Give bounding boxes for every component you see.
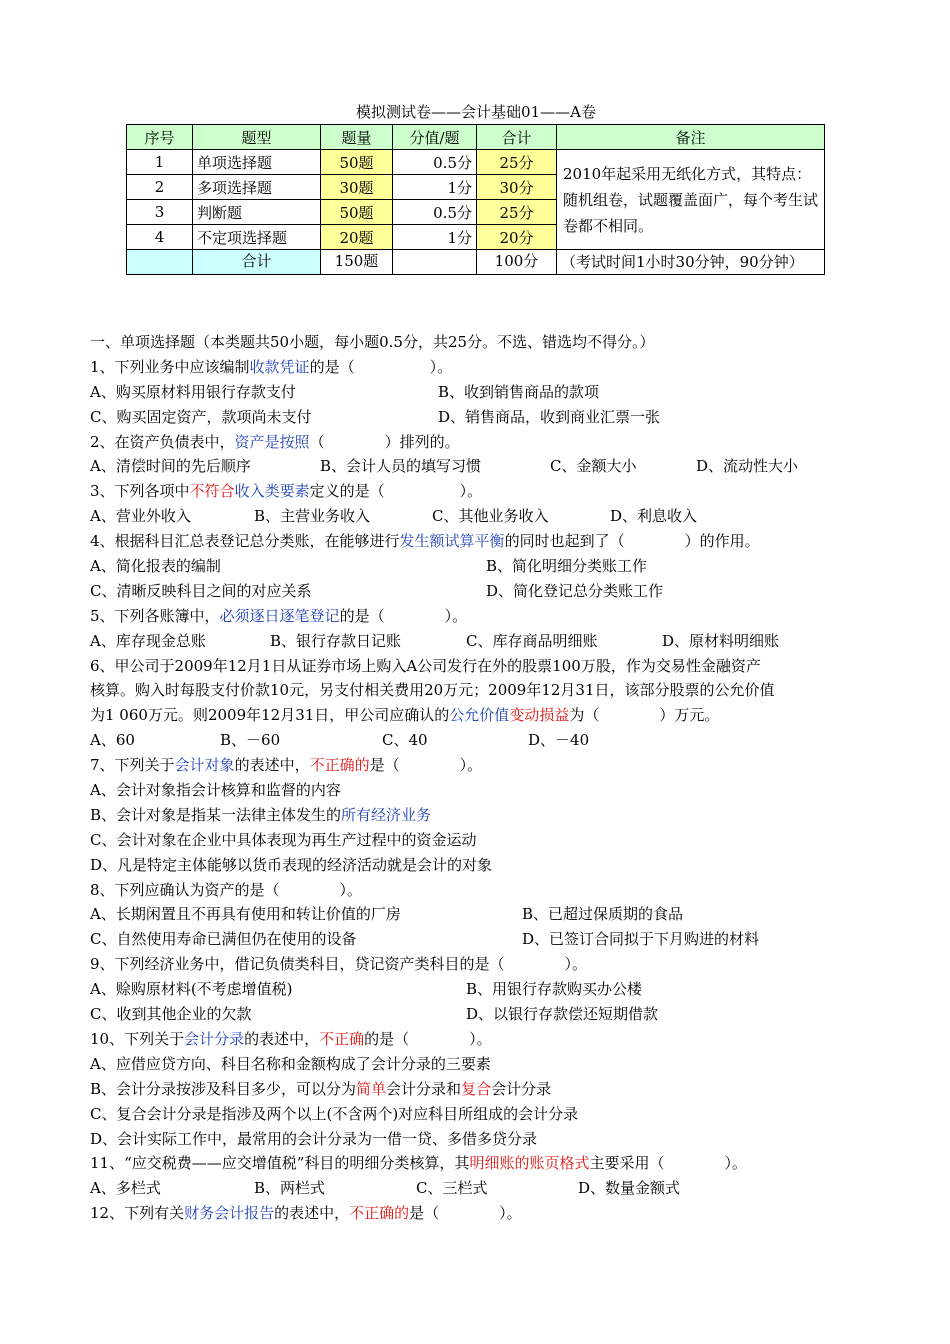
table-cell: 0.5分 bbox=[393, 200, 477, 225]
option-row bbox=[90, 579, 870, 604]
option[interactable]: D、简化登记总分类账工作 bbox=[486, 581, 664, 600]
option[interactable]: D、－40 bbox=[528, 731, 590, 750]
header-cell: 序号 bbox=[127, 125, 193, 150]
option[interactable]: B、简化明细分类账工作 bbox=[486, 557, 648, 576]
option-row bbox=[90, 902, 870, 927]
table-cell: 50题 bbox=[321, 200, 393, 225]
option[interactable]: C、金额大小 bbox=[550, 457, 637, 476]
total-note: （考试时间1小时30分钟，90分钟） bbox=[557, 250, 825, 275]
summary-table bbox=[126, 124, 825, 275]
option[interactable]: A、长期闲置且不再具有使用和转让价值的厂房 bbox=[90, 905, 401, 924]
option[interactable]: C、复合会计分录是指涉及两个以上(不含两个)对应科目所组成的会计分录 bbox=[90, 1104, 579, 1123]
table-cell: 1分 bbox=[393, 225, 477, 250]
header-cell: 题型 bbox=[193, 125, 321, 150]
question-4: 4、根据科目汇总表登记总分类账，在能够进行发生额试算平衡的同时也起到了（ ）的作用。 bbox=[90, 532, 760, 551]
question-11: 11、“应交税费——应交增值税”科目的明细分类核算，其明细账的账页格式主要采用（ ）。 bbox=[90, 1154, 747, 1173]
question-5: 5、下列各账簿中，必须逐日逐笔登记的是（ ）。 bbox=[90, 606, 468, 625]
table-cell: 判断题 bbox=[193, 200, 321, 225]
option[interactable]: B、银行存款日记账 bbox=[270, 631, 402, 650]
table-cell: 50题 bbox=[321, 150, 393, 175]
question-9: 9、下列经济业务中，借记负债类科目，贷记资产类科目的是（ ）。 bbox=[90, 955, 588, 974]
option[interactable]: A、购买原材料用银行存款支付 bbox=[90, 382, 296, 401]
table-cell: 20分 bbox=[477, 225, 557, 250]
question-list bbox=[90, 330, 870, 1226]
table-cell: 单项选择题 bbox=[193, 150, 321, 175]
table-cell: 30题 bbox=[321, 175, 393, 200]
option[interactable]: C、40 bbox=[382, 731, 428, 750]
option[interactable]: D、利息收入 bbox=[610, 507, 698, 526]
question-2: 2、在资产负债表中，资产是按照（ ）排列的。 bbox=[90, 432, 460, 451]
option[interactable]: D、以银行存款偿还短期借款 bbox=[466, 1005, 659, 1024]
option[interactable]: B、两栏式 bbox=[254, 1179, 326, 1198]
header-cell: 备注 bbox=[557, 125, 825, 150]
header-cell: 题量 bbox=[321, 125, 393, 150]
option[interactable]: C、其他业务收入 bbox=[432, 507, 549, 526]
option[interactable]: C、清晰反映科目之间的对应关系 bbox=[90, 581, 312, 600]
doc-title: 模拟测试卷——会计基础01——A卷 bbox=[356, 103, 596, 121]
header-cell: 分值/题 bbox=[393, 125, 477, 150]
table-cell: 不定项选择题 bbox=[193, 225, 321, 250]
option[interactable]: C、购买固定资产，款项尚未支付 bbox=[90, 407, 312, 426]
table-cell: 20题 bbox=[321, 225, 393, 250]
option-row bbox=[90, 1176, 870, 1201]
option[interactable]: D、原材料明细账 bbox=[662, 631, 780, 650]
table-cell: 25分 bbox=[477, 200, 557, 225]
table-cell: 4 bbox=[127, 225, 193, 250]
question-12: 12、下列有关财务会计报告的表述中，不正确的是（ ）。 bbox=[90, 1204, 522, 1223]
total-sum: 100分 bbox=[477, 250, 557, 275]
table-total-row bbox=[127, 250, 825, 275]
question-10: 10、下列关于会计分录的表述中，不正确的是（ ）。 bbox=[90, 1029, 492, 1048]
option[interactable]: C、三栏式 bbox=[416, 1179, 488, 1198]
option[interactable]: A、多栏式 bbox=[90, 1179, 161, 1198]
total-count: 150题 bbox=[321, 250, 393, 275]
option[interactable]: D、数量金额式 bbox=[578, 1179, 681, 1198]
question-6-cont: 为1 060万元。则2009年12月31日，甲公司应确认的公允价值变动损益为（ ）万元。 bbox=[90, 706, 720, 725]
option[interactable]: D、凡是特定主体能够以货币表现的经济活动就是会计的对象 bbox=[90, 855, 493, 874]
table-row bbox=[127, 150, 825, 175]
option-row bbox=[90, 977, 870, 1002]
option[interactable]: B、收到销售商品的款项 bbox=[438, 382, 600, 401]
table-cell bbox=[393, 250, 477, 275]
option-row bbox=[90, 504, 870, 529]
table-cell: 25分 bbox=[477, 150, 557, 175]
option-row bbox=[90, 454, 870, 479]
option[interactable]: B、会计分录按涉及科目多少，可以分为简单会计分录和复合会计分录 bbox=[90, 1079, 552, 1098]
table-cell: 2 bbox=[127, 175, 193, 200]
option-row bbox=[90, 629, 870, 654]
option[interactable]: B、已超过保质期的食品 bbox=[522, 905, 684, 924]
option[interactable]: C、会计对象在企业中具体表现为再生产过程中的资金运动 bbox=[90, 830, 477, 849]
table-cell: 多项选择题 bbox=[193, 175, 321, 200]
table-header-row bbox=[127, 125, 825, 150]
option-row bbox=[90, 1002, 870, 1027]
option[interactable]: B、用银行存款购买办公楼 bbox=[466, 980, 643, 999]
question-7: 7、下列关于会计对象的表述中，不正确的是（ ）。 bbox=[90, 756, 483, 775]
question-3: 3、下列各项中不符合收入类要素定义的是（ ）。 bbox=[90, 482, 483, 501]
option-row bbox=[90, 380, 870, 405]
table-cell: 3 bbox=[127, 200, 193, 225]
option[interactable]: C、自然使用寿命已满但仍在使用的设备 bbox=[90, 930, 357, 949]
option[interactable]: A、赊购原材料(不考虑增值税) bbox=[90, 980, 293, 999]
option-row bbox=[90, 728, 870, 753]
section-title: 一、单项选择题（本类题共50小题，每小题0.5分，共25分。不选、错选均不得分。） bbox=[90, 333, 655, 351]
option[interactable]: B、会计对象是指某一法律主体发生的所有经济业务 bbox=[90, 805, 432, 824]
option[interactable]: A、60 bbox=[90, 731, 135, 750]
option[interactable]: D、流动性大小 bbox=[696, 457, 799, 476]
option[interactable]: D、会计实际工作中，最常用的会计分录为一借一贷、多借多贷分录 bbox=[90, 1129, 538, 1148]
option-row bbox=[90, 554, 870, 579]
option[interactable]: B、－60 bbox=[220, 731, 281, 750]
question-6: 6、甲公司于2009年12月1日从证券市场上购入A公司发行在外的股票100万股，作为交易性金融资产 bbox=[90, 656, 761, 675]
option[interactable]: C、库存商品明细账 bbox=[466, 631, 598, 650]
option[interactable]: A、应借应贷方向、科目名称和金额构成了会计分录的三要素 bbox=[90, 1054, 491, 1073]
table-cell: 0.5分 bbox=[393, 150, 477, 175]
option-row bbox=[90, 405, 870, 430]
question-6-cont: 核算。购入时每股支付价款10元，另支付相关费用20万元；2009年12月31日，该部分股票的公允价值 bbox=[90, 681, 775, 700]
total-label: 合计 bbox=[193, 250, 321, 275]
table-cell: 1 bbox=[127, 150, 193, 175]
option[interactable]: A、清偿时间的先后顺序 bbox=[90, 457, 251, 476]
option[interactable]: A、营业外收入 bbox=[90, 507, 191, 526]
option[interactable]: D、销售商品，收到商业汇票一张 bbox=[438, 407, 661, 426]
table-cell: 30分 bbox=[477, 175, 557, 200]
question-8: 8、下列应确认为资产的是（ ）。 bbox=[90, 880, 363, 899]
table-note: 2010年起采用无纸化方式，其特点：随机组卷，试题覆盖面广，每个考生试卷都不相同。 bbox=[557, 150, 825, 250]
table-cell bbox=[127, 250, 193, 275]
option[interactable]: A、会计对象指会计核算和监督的内容 bbox=[90, 781, 341, 800]
question-1: 1、下列业务中应该编制收款凭证的是（ ）。 bbox=[90, 357, 453, 376]
option[interactable]: D、已签订合同拟于下月购进的材料 bbox=[522, 930, 760, 949]
option-row bbox=[90, 927, 870, 952]
option[interactable]: B、主营业务收入 bbox=[254, 507, 371, 526]
header-cell: 合计 bbox=[477, 125, 557, 150]
option[interactable]: B、会计人员的填写习惯 bbox=[320, 457, 482, 476]
option[interactable]: A、库存现金总账 bbox=[90, 631, 206, 650]
option[interactable]: A、简化报表的编制 bbox=[90, 557, 221, 576]
option[interactable]: C、收到其他企业的欠款 bbox=[90, 1005, 252, 1024]
table-cell: 1分 bbox=[393, 175, 477, 200]
